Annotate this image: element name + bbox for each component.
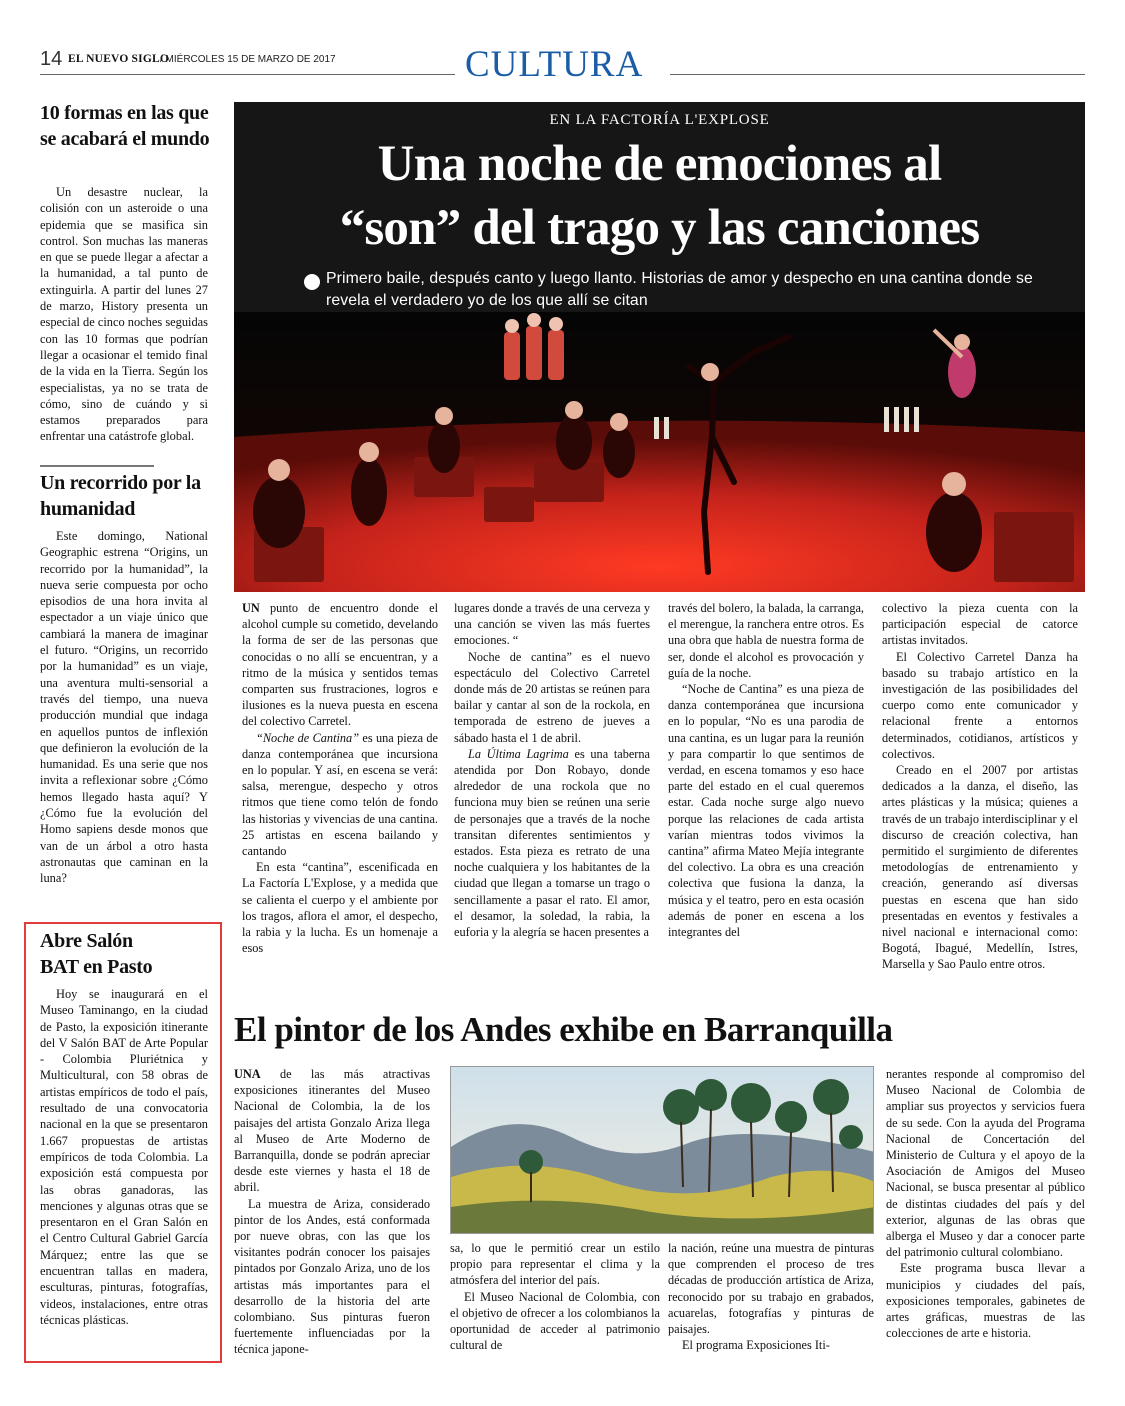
paragraph: lugares donde a través de una cerveza y una canción se viven las más fuertes emociones. “ <box>454 601 650 648</box>
paragraph: sa, lo que le permitió crear un estilo propio para representar el clima y la atmósfera del interior del país. <box>450 1241 660 1288</box>
sidebar-story-2-title: Un recorrido por la humanidad <box>40 472 201 520</box>
landscape-painting <box>450 1066 874 1234</box>
lead-word: UNA <box>234 1067 261 1081</box>
paragraph: nerantes responde al compromiso del Museo Nacional de Colombia de ampliar sus proyectos y servicios fuera de su sede. Con la ayuda del Programa Nacional de Concertación del Ministerio de Cultura y el apoyo de la Asociación de Amigos del Museo Nacional, se busca presentar al público de distintas ciudades del país y del exterior, algunas de las obras que alberga el Museo y dar a conocer parte del patrimonio cultural colombiano. <box>886 1067 1085 1260</box>
paragraph: “Noche de Cantina” es una pieza de danza contemporánea que incursiona en lo popular, “No es una parodia de una cantina, es un lugar para la reunión y para compartir lo que sentimos de verdad, en escena tomamos y eso hace parte del estado en el cual queremos estar. Cada noche surge algo nuevo porque las relaciones de cada artista varían mientras todos vivimos la cantina” afirma Mateo Mejía integrante del colectivo. La obra es una creación colectiva que fusiona la danza, la música y el teatro, pero en esta ocasión además de poner en escena a los integrantes del <box>668 682 864 940</box>
painting-illustration <box>451 1067 874 1234</box>
article-column-2 <box>454 600 650 940</box>
article-column-4 <box>882 600 1078 973</box>
headline-line-2: “son” del trago y las canciones <box>339 200 980 256</box>
second-article-headline: El pintor de los Andes exhibe en Barranquilla <box>234 1010 893 1049</box>
newspaper-name: EL NUEVO SIGLO <box>68 53 169 65</box>
second-article-column-1 <box>234 1066 430 1358</box>
paragraph: Creado en el 2007 por artistas dedicados a la danza, el diseño, las artes plásticas y la música; quienes a través de un trabajo interdisciplinar y el discurso de creación colectiva, han permitido el surgimiento de diferentes metodologías de entrenamiento y creación, generando así diversas puestas en escena que han sido presentadas en eventos y festivales a nivel nacional e internacional como: Bogotá, Ibagué, Medellín, Istres, Marsella y Sao Paulo entre otros. <box>882 763 1078 972</box>
paragraph: punto de encuentro donde el alcohol cumple su cometido, develando la forma de ser de las personas que conocidas o no allí se encuentran, y a ritmo de la música y sentidos temas comparten sus frustraciones, logros e ilusiones es la nueva puesta en escena del colectivo Carretel. <box>242 601 438 729</box>
paragraph: El programa Exposiciones Iti- <box>682 1338 830 1353</box>
show-title: “Noche de Cantina” <box>256 730 360 745</box>
header-rule-right <box>670 74 1085 75</box>
second-article-column-4 <box>886 1066 1085 1341</box>
paragraph: es una taberna atendida por Don Robayo, donde alrededor de una rockola que no funciona muy bien se reúnen una serie de personajes que a través de la noche transitan diferentes sentimientos y estados. Esta pieza es retrato de una noche cualquiera y los habitantes de la ciudad que llegan a tomarse un trago o sencillamente a pasar el rato. El amor, el desamor, la soledad, la rabia, la euforia y la alegría se hacen presentes a <box>454 746 650 940</box>
paragraph: través del bolero, la balada, la carranga, el merengue, la ranchera entre otros. Es una obra que habla de nuestra forma de ser, donde el alcohol es provocación y guía de la noche. <box>668 601 864 680</box>
header-rule-left <box>40 74 455 75</box>
paragraph: es una pieza de danza contemporánea que incursiona en lo popular. Y así, en escena se verá: salsa, merengue, despecho y otros ritmos que tiene como telón de fondo las historias y vivencias de una cantina. 25 artistas en escena bailando y cantando <box>242 730 439 859</box>
article-kicker: EN LA FACTORÍA L'EXPLOSE <box>549 112 770 128</box>
paragraph: Noche de cantina” es el nuevo espectáculo del Colectivo Carretel donde más de 20 artistas se reúnen para bailar y cantar al son de la rockola, en temporada de estreno de jueves a sábado hasta el 1 de abril. <box>454 649 650 745</box>
main-article <box>234 102 1085 990</box>
article-body <box>234 592 1085 990</box>
lead-word: UN <box>242 601 260 615</box>
section-title: CULTURA <box>465 44 644 85</box>
paragraph: En esta “cantina”, escenificada en La Factoría L'Explose, y a medida que se calienta el cuerpo y el ambiente por los tragos, aflora el amor, el despecho, la rabia y la lucha. Es un homenaje a esos <box>242 860 438 956</box>
paragraph: de las más atractivas exposiciones itinerantes del Museo Nacional de Colombia, la de los paisajes del artista Gonzalo Ariza llega al Museo de Arte Moderno de Barranquilla, donde se podrán apreciar desde este viernes y hasta el 18 de abril. <box>234 1067 430 1195</box>
bullet-icon <box>304 274 320 290</box>
paragraph: La muestra de Ariza, considerado pintor de los Andes, está conformada por nueve obras, con las que los visitantes podrán conocer los paisajes pintados por Gonzalo Ariza, uno de los artistas más importantes para el desarrollo de la historia del arte colombiano. Sus pinturas fueron fuertemente influenciadas por la técnica japone- <box>234 1196 430 1357</box>
stage-photo <box>234 312 1085 592</box>
paragraph: El Museo Nacional de Colombia, con el objetivo de ofrecer a los colombianos la oportunidad de acceder al patrimonio cultural de <box>450 1289 660 1353</box>
article-headline <box>234 132 1085 260</box>
article-deck: Primero baile, después canto y luego llanto. Historias de amor y despecho en una cantina donde se revela el verdadero yo de los que allí se citan <box>326 270 1033 309</box>
tavern-name: La Última Lagrima <box>468 746 569 761</box>
paragraph: Este programa busca llevar a municipios y ciudades del país, exposiciones temporales, gabinetes de artes gráficas, muestras de las colecciones de arte e historia. <box>886 1261 1085 1341</box>
paragraph: colectivo la pieza cuenta con la participación especial de catorce artistas invitados. <box>882 601 1078 648</box>
second-article-column-2 <box>450 1240 660 1353</box>
article-column-3 <box>668 600 864 940</box>
headline-line-1: Una noche de emociones al <box>377 136 942 192</box>
sidebar-story-1-title: 10 formas en las que se acabará el mundo <box>40 102 210 150</box>
sidebar-story-3-body: Hoy se inaugurará en el Museo Taminango, en la ciudad de Pasto, la exposición itinerante del V Salón BAT de Arte Popular - Colombia Pluriétnica y Multicultural, con 58 obras de artistas empíricos de todo el país, resultado de una convocatoria nacional en la que se presentaron 1.667 propuestas de artistas empíricos de toda Colombia. La exposición está compuesta por las obras ganadoras, las menciones y algunas otras que se presentaron en el Gran Salón en el Centro Cultural Gabriel García Márquez; entre las que se encuentran tallas en madera, esculturas, pinturas, fotografías, videos, instalaciones, entre otras técnicas plásticas. <box>40 987 208 1327</box>
paragraph: El Colectivo Carretel Danza ha basado su trabajo artístico en la investigación de las posibilidades del cuerpo como ente comunicador y relacional frente a entornos determinados, cotidianos, artísticos y colectivos. <box>882 649 1078 761</box>
paragraph: la nación, reúne una muestra de pinturas que comprenden el proceso de tres décadas de producción artística de Ariza, reconocido por su trabajo en grabados, acuarelas, fotografías y pinturas de paisajes. <box>668 1241 874 1337</box>
sidebar-story-1-body: Un desastre nuclear, la colisión con un asteroide o una epidemia que se masifica sin control. Son muchas las maneras en que se puede llegar a afectar a la humanidad, a tal punto de extinguirla. A partir del lunes 27 de marzo, History presenta un especial de cinco noches seguidas con las 10 formas que podrían llegar a ocasionar el temido final de la vida en la Tierra. Según los especialistas, ya no se trata de cómo, sino de cuándo y si estamos preparados para enfrentar una catástrofe global. <box>40 185 208 444</box>
article-column-1 <box>242 600 438 956</box>
stage-photo-illustration <box>234 312 1085 592</box>
page-number: 14 <box>40 48 63 70</box>
sidebar-story-3-title: Abre Salón BAT en Pasto <box>40 930 153 978</box>
sidebar-divider-1 <box>40 465 154 467</box>
second-article-column-3 <box>668 1240 874 1353</box>
sidebar-story-2-body: Este domingo, National Geographic estrena “Origins, un recorrido por la humanidad”, la nueva serie compuesta por ocho episodios de una hora invita al espectador a un viaje único que cambiará la manera de imaginar el futuro. “Origins, un recorrido por la humanidad” es un viaje, una aventura multi-sensorial a través del tiempo, una nueva producción mundial que indaga en aquellos puntos de inflexión que definieron la evolución de la humanidad. Es una serie que nos invita a reflexionar sobre ¿Cómo hemos llegado hasta aquí? Y ¿Cómo fue la evolución del Homo sapiens desde monos que van de un árbol a otro hasta astronautas que caminan en la luna? <box>40 529 208 886</box>
issue-date: / MIÉRCOLES 15 DE MARZO DE 2017 <box>160 54 336 65</box>
